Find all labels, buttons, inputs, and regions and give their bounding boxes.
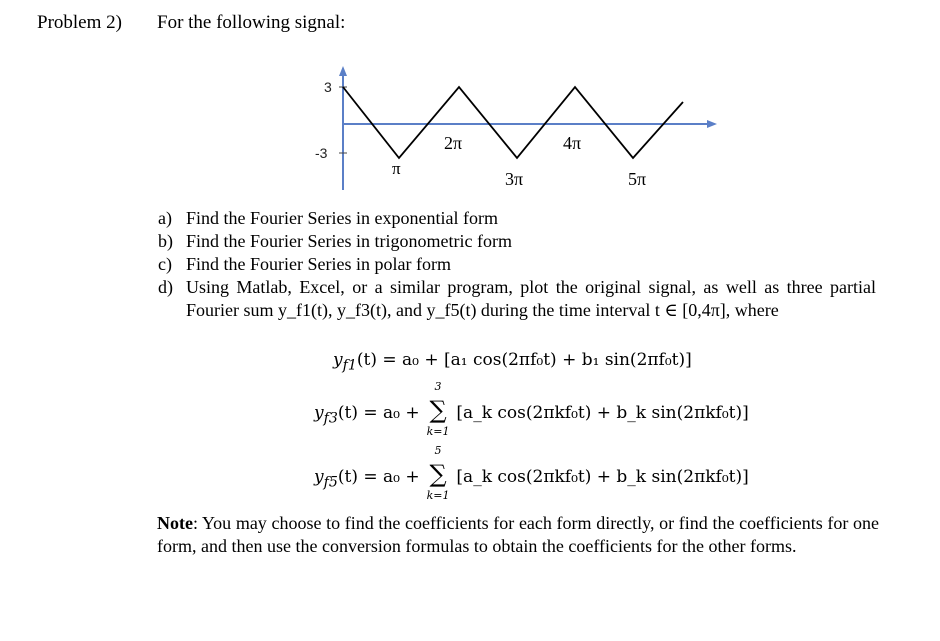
task-text: Find the Fourier Series in exponential form: [186, 208, 498, 228]
task-a: [158, 207, 876, 230]
eq3-sub: f5: [323, 474, 338, 491]
y-label-top: 3: [324, 79, 332, 95]
x-label-4pi: 4π: [563, 133, 582, 153]
note-label: Note: [157, 513, 193, 533]
sigma-icon: ∑: [429, 396, 447, 424]
x-label-2pi: 2π: [444, 133, 463, 153]
sum-lower-limit: k=1: [426, 425, 450, 438]
equation-yf5: [314, 444, 749, 502]
eq2-mid: (t) = a₀ +: [337, 403, 420, 423]
y-axis-arrow: [339, 66, 347, 76]
task-list: [158, 207, 876, 322]
eq3-lhs: y: [314, 467, 324, 487]
task-marker: a): [158, 208, 172, 228]
note-text: : You may choose to find the coefficients for each form directly, or find the coefficients for one form, and then use the conversion formulas to obtain the coefficients for the other forms.: [157, 513, 879, 556]
task-text: Find the Fourier Series in trigonometric form: [186, 231, 512, 251]
task-marker: b): [158, 231, 173, 251]
task-c: [158, 253, 876, 276]
equation-yf1: [333, 350, 692, 373]
x-label-5pi: 5π: [628, 169, 647, 189]
summation-symbol: [425, 444, 451, 502]
sum-lower-limit: k=1: [426, 489, 450, 502]
summation-symbol: [425, 380, 451, 438]
eq1-sub: f1: [342, 357, 357, 374]
eq2-sub: f3: [323, 410, 338, 427]
eq1-lhs: y: [333, 350, 343, 370]
equation-yf3: [314, 380, 749, 438]
task-marker: c): [158, 254, 172, 274]
eq3-mid: (t) = a₀ +: [337, 467, 420, 487]
task-d: [158, 276, 876, 322]
eq2-lhs: y: [314, 403, 324, 423]
x-axis-arrow: [707, 120, 717, 128]
sigma-icon: ∑: [429, 460, 447, 488]
problem-label: Problem 2): [37, 12, 122, 33]
x-label-pi: π: [392, 159, 401, 178]
x-label-3pi: 3π: [505, 169, 524, 189]
problem-intro: For the following signal:: [157, 12, 346, 33]
task-marker: d): [158, 277, 173, 297]
task-b: [158, 230, 876, 253]
note-paragraph: [157, 512, 879, 558]
task-text: Using Matlab, Excel, or a similar program, plot the original signal, as well as three partial Fourier sum y_f1(t), y_f3(t), and y_f5(t) during the time interval t ∈ [0,4π], where: [186, 277, 876, 320]
sum-upper-limit: 3: [434, 380, 442, 393]
task-text: Find the Fourier Series in polar form: [186, 254, 451, 274]
sum-upper-limit: 5: [434, 444, 442, 457]
triangle-signal-figure: [295, 60, 725, 195]
signal-waveform: [343, 87, 683, 158]
eq2-body: [a_k cos(2πkf₀t) + b_k sin(2πkf₀t)]: [456, 403, 749, 423]
eq1-body: (t) = a₀ + [a₁ cos(2πf₀t) + b₁ sin(2πf₀t)]: [356, 350, 692, 370]
y-label-bottom: -3: [315, 145, 328, 161]
eq3-body: [a_k cos(2πkf₀t) + b_k sin(2πkf₀t)]: [456, 467, 749, 487]
